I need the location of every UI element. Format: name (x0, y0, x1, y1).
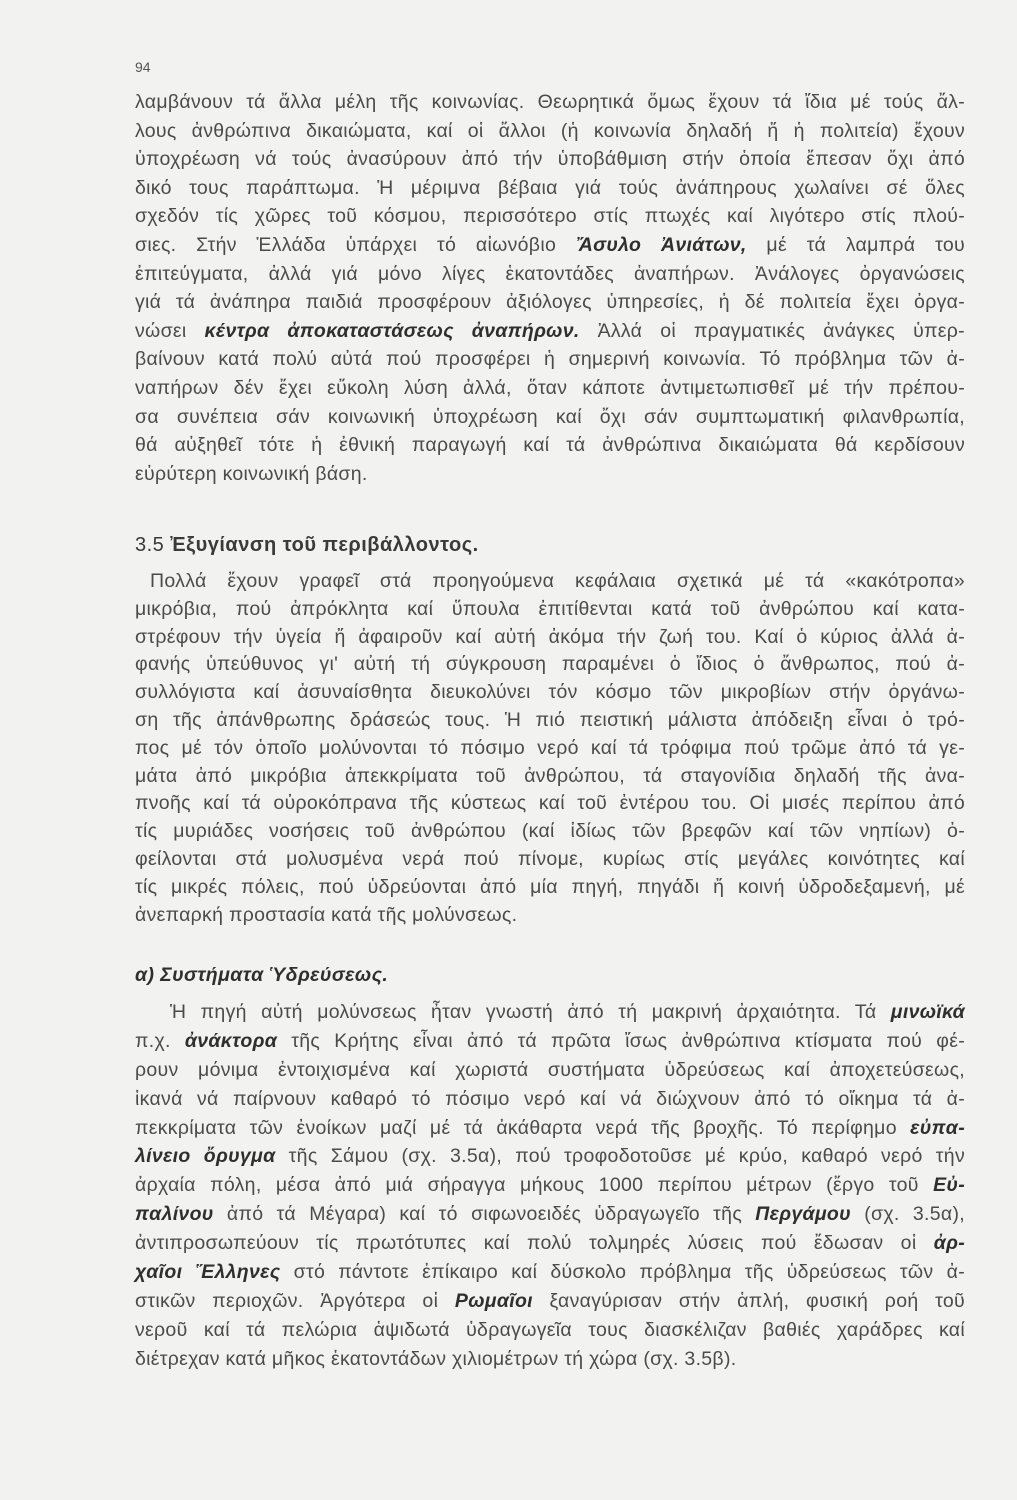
text-line: στρέφουν τήν ὑγεία ἤ ἀφαιροῦν καί αὐτή ἀκόμα τήν ζωή του. Καί ὁ κύριος ἀλλά ἀ- (135, 625, 965, 648)
text-line: διέτρεχαν κατά μῆκος ἑκατοντάδων χιλιομέτρων τή χώρα (σχ. 3.5β). (135, 1347, 737, 1370)
text-line: ρουν μόνιμα ἐντοιχισμένα καί χωριστά συστήματα ὑδρεύσεως καί ἀποχετεύσεως, (135, 1058, 965, 1081)
text-segment: π.χ. (135, 1029, 185, 1052)
section-heading (135, 531, 479, 559)
emphasis-text: κέντρα ἀποκαταστάσεως ἀναπήρων. (204, 319, 580, 342)
text-line: συλλόγιστα καί ἀσυναίσθητα διευκολύνει τόν κόσμο τῶν μικροβίων στήν ὀργάνω- (135, 681, 965, 704)
text-line (135, 1200, 965, 1229)
text-segment: (σχ. 3.5α), (850, 1203, 965, 1226)
text-line: ἐπιτεύγματα, ἀλλά γιά μόνο λίγες ἑκατοντάδες ἀναπήρων. Ἀνάλογες ὀργανώσεις (135, 262, 965, 285)
emphasis-text: λίνειο ὄρυγμα (135, 1145, 276, 1168)
text-line: εὐρύτερη κοινωνική βάση. (135, 462, 368, 485)
text-segment: ἀντιπροσωπεύουν τίς πρωτότυπες καί πολύ τολμηρές λύσεις πού ἔδωσαν οἱ (135, 1232, 934, 1255)
text-line (135, 317, 965, 346)
text-line: νεροῦ καί τά πελώρια ἁψιδωτά ὑδραγωγεῖα τους διασκέλιζαν βαθιές χαράδρες καί (135, 1318, 965, 1341)
text-segment: σιες. Στήν Ἑλλάδα ὑπάρχει τό αἰωνόβιο (135, 233, 576, 256)
text-line: μικρόβια, πού ἀπρόκλητα καί ὕπουλα ἐπιτίθενται κατά τοῦ ἀνθρώπου καί κατα- (135, 597, 965, 620)
text-line: πος μέ τόν ὁποῖο μολύνονται τό πόσιμο νερό καί τά τρόφιμα πού τρῶμε ἀπό τά γε- (135, 736, 965, 759)
text-line: ἀνεπαρκή προστασία κατά τῆς μολύνσεως. (135, 903, 518, 926)
emphasis-text: Εὐ- (933, 1174, 965, 1197)
text-line: βαίνουν κατά πολύ αὐτά πού προσφέρει ἡ σημερινή κοινωνία. Τό πρόβλημα τῶν ἀ- (135, 348, 965, 371)
section-number: 3.5 (135, 534, 165, 556)
text-line (135, 231, 965, 260)
emphasis-text: Ἄσυλο Ἀνιάτων, (575, 233, 747, 256)
text-line (135, 1114, 965, 1143)
text-line: τίς μυριάδες νοσήσεις τοῦ ἀνθρώπου (καί ἰδίως τῶν βρεφῶν καί τῶν νηπίων) ὀ- (135, 820, 965, 843)
text-segment: Ἡ πηγή αὐτή μολύνσεως ἦταν γνωστή ἀπό τή μακρινή ἀρχαιότητα. Τά (170, 1001, 891, 1023)
emphasis-text: μινωϊκά (890, 1001, 965, 1023)
emphasis-text: παλίνου (135, 1203, 214, 1226)
text-segment: στό πάντοτε ἐπίκαιρο καί δύσκολο πρόβλημα τῆς ὑδρεύσεως τῶν ἀ- (280, 1261, 965, 1284)
text-line (135, 1027, 965, 1056)
paragraph (135, 88, 965, 488)
emphasis-text: Ρωμαῖοι (454, 1289, 533, 1312)
text-segment: ἀρχαία πόλη, μέσα ἀπό μιά σήραγγα μήκους 1000 περίπου μέτρων (ἔργο τοῦ (135, 1174, 934, 1197)
text-line: τίς μικρές πόλεις, πού ὑδρεύονται ἀπό μία πηγή, πηγάδι ἤ κοινή ὑδροδεξαμενή, μέ (135, 875, 965, 898)
text-segment: τῆς Σάμου (σχ. 3.5α), πού τροφοδοτοῦσε μέ κρύο, καθαρό νερό τήν (275, 1145, 965, 1168)
text-line: σα συνέπεια σάν κοινωνική ὑποχρέωση καί ὄχι σάν συμπτωματική φιλανθρωπία, (135, 405, 965, 428)
text-line: Πολλά ἔχουν γραφεῖ στά προηγούμενα κεφάλαια σχετικά μέ τά «κακότροπα» (150, 570, 965, 592)
text-line: δικό τους παράπτωμα. Ἡ μέριμνα βέβαια γιά τούς ἀνάπηρους χωλαίνει σέ ὅλες (135, 176, 965, 199)
emphasis-text: ἀνάκτορα (184, 1029, 278, 1052)
text-line (135, 1287, 965, 1316)
subsection-heading: α) Συστήματα Ὑδρεύσεως. (135, 964, 389, 986)
text-line (135, 1229, 965, 1258)
emphasis-text: εὐπα- (910, 1116, 965, 1139)
text-segment: πεκκρίματα τῶν ἐνοίκων μαζί μέ τά ἀκάθαρτα νερά τῆς βροχῆς. Τό περίφημο (135, 1116, 911, 1139)
text-line (135, 998, 965, 1027)
text-line: ὑποχρέωση νά τούς ἀνασύρουν ἀπό τήν ὑποβάθμιση στήν ὁποία ἔπεσαν ὄχι ἀπό (135, 148, 965, 171)
text-line: γιά τά ἀνάπηρα παιδιά προσφέρουν ἀξιόλογες ὑπηρεσίες, ἡ δέ πολιτεία ἔχει ὀργα- (135, 291, 965, 314)
text-line: φανής ὑπεύθυνος γι' αὐτή τή σύγκρουση παραμένει ὁ ἴδιος ὁ ἄνθρωπος, πού ἀ- (135, 653, 965, 676)
text-line (135, 1171, 965, 1200)
text-line: λους ἀνθρώπινα δικαιώματα, καί οἱ ἄλλοι (ἡ κοινωνία δηλαδή ἤ ἡ πολιτεία) ἔχουν (135, 119, 965, 142)
text-line: φείλονται στά μολυσμένα νερά πού πίνομε, κυρίως στίς μεγάλες κοινότητες καί (135, 847, 965, 870)
section-title: Ἐξυγίανση τοῦ περιβάλλοντος. (170, 534, 479, 556)
text-line (135, 1142, 965, 1171)
text-segment: νώσει (135, 319, 205, 342)
paragraph (135, 998, 965, 1374)
text-line: ναπήρων δέν ἔχει εὔκολη λύση ἀλλά, ὅταν κάποτε ἀντιμετωπισθεῖ μέ τήν πρέπου- (135, 376, 965, 399)
text-line: πνοῆς καί τά οὐροκόπρανα τῆς κύστεως καί τοῦ ἐντέρου του. Οἱ μισές περίπου ἀπό (135, 792, 965, 815)
page-number: 94 (135, 59, 151, 75)
text-line: ἱκανά νά παίρνουν καθαρό τό πόσιμο νερό καί νά διώχνουν ἀπό τό οἴκημα τά ἀ- (135, 1087, 965, 1110)
text-line: μάτα ἀπό μικρόβια ἀπεκκρίματα τοῦ ἀνθρώπου, τά σταγονίδια δηλαδή τῆς ἀνα- (135, 764, 965, 787)
text-segment: τῆς Κρήτης εἶναι ἀπό τά πρῶτα ἴσως ἀνθρώπινα κτίσματα πού φέ- (277, 1029, 965, 1052)
text-segment: Ἀλλά οἱ πραγματικές ἀνάγκες ὑπερ- (579, 319, 965, 342)
text-line (135, 1258, 965, 1287)
emphasis-text: χαῖοι Ἕλληνες (135, 1261, 281, 1284)
text-line: θά αὐξηθεῖ τότε ἡ ἐθνική παραγωγή καί τά ἀνθρώπινα δικαιώματα θά κερδίσουν (135, 434, 965, 457)
text-line: σχεδόν τίς χῶρες τοῦ κόσμου, περισσότερο στίς πτωχές καί λιγότερο στίς πλού- (135, 205, 965, 228)
text-segment: στικῶν περιοχῶν. Ἀργότερα οἱ (135, 1289, 455, 1312)
text-segment: μέ τά λαμπρά του (746, 233, 965, 256)
text-line: ση τῆς ἀπάνθρωπης δράσεώς τους. Ἡ πιό πειστική μάλιστα ἀπόδειξη εἶναι ὁ τρό- (135, 708, 965, 731)
text-line: λαμβάνουν τά ἄλλα μέλη τῆς κοινωνίας. Θεωρητικά ὅμως ἔχουν τά ἴδια μέ τούς ἄλ- (135, 91, 965, 113)
paragraph (135, 568, 965, 929)
text-segment: ἀπό τά Μέγαρα) καί τό σιφωνοειδές ὑδραγωγεῖο τῆς (213, 1203, 756, 1226)
emphasis-text: ἀρ- (933, 1232, 965, 1255)
text-segment: ξαναγύρισαν στήν ἁπλή, φυσική ροή τοῦ (532, 1289, 966, 1312)
emphasis-text: Περγάμου (755, 1203, 851, 1226)
